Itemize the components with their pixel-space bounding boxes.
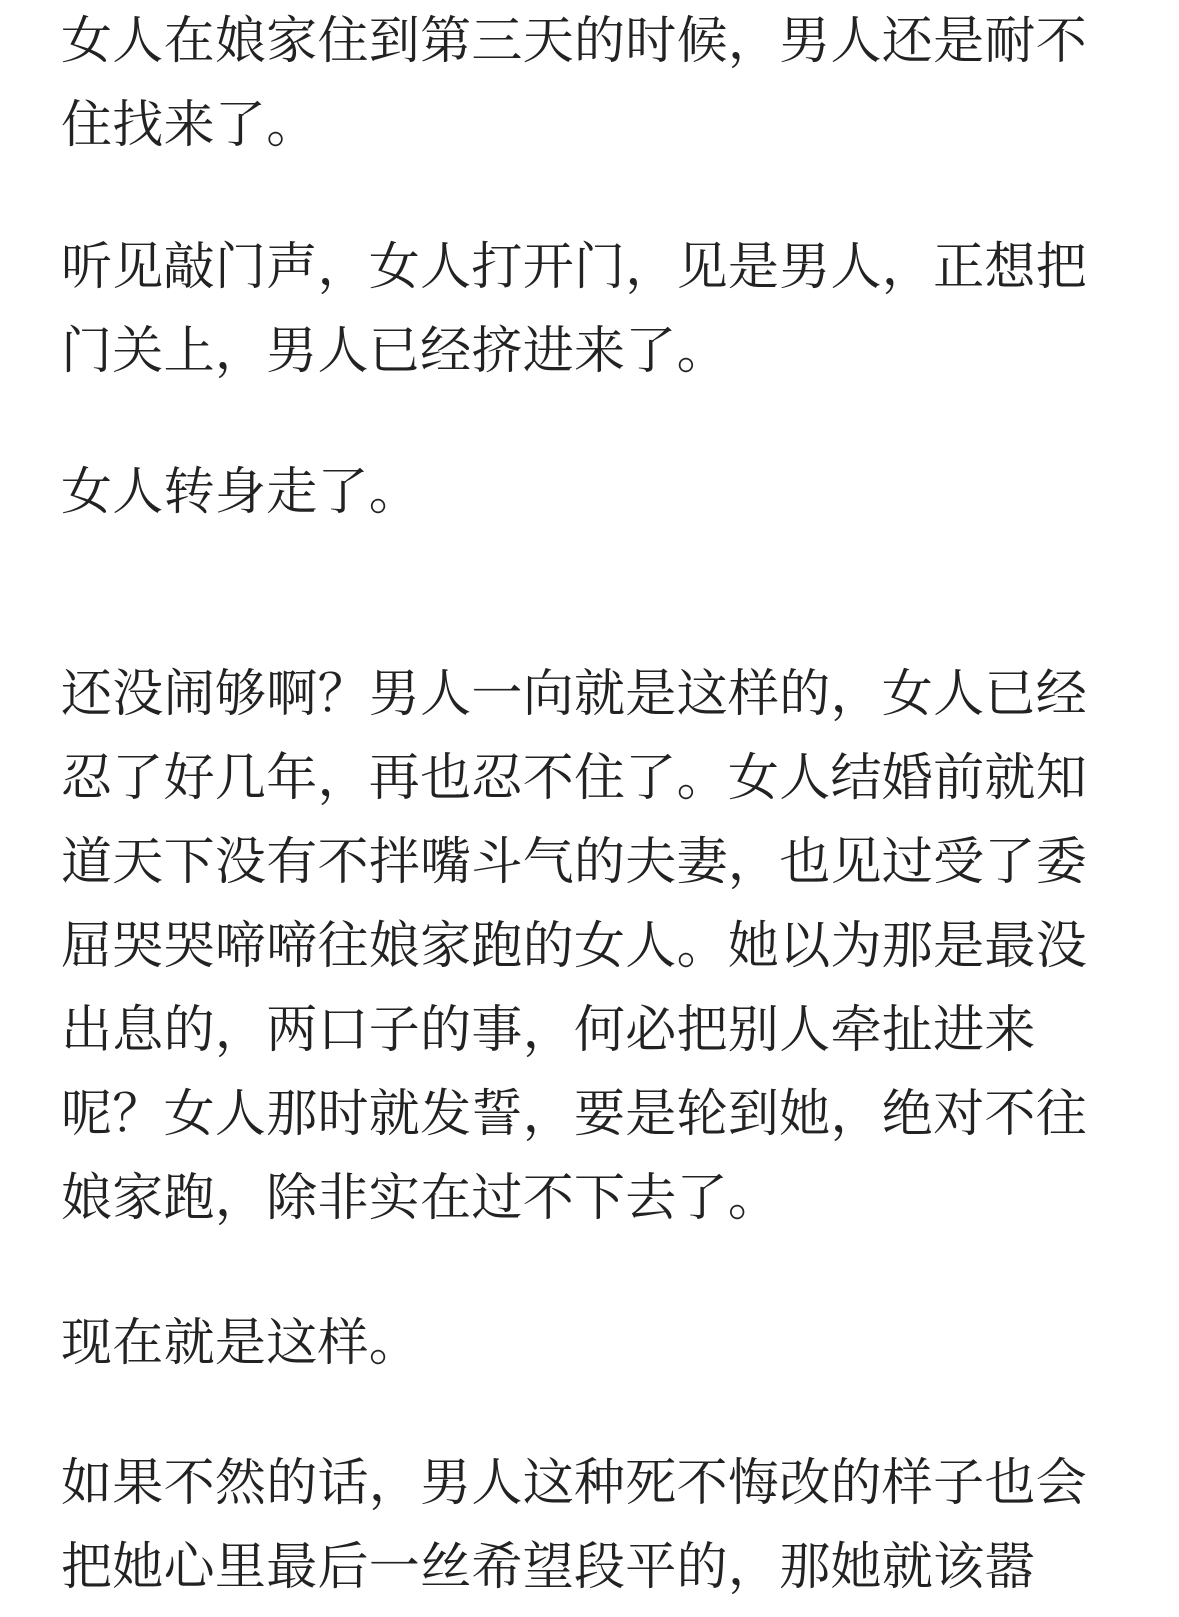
paragraph: 还没闹够啊？男人一向就是这样的，女人已经忍了好几年，再也忍不住了。女人结婚前就知道天下没有不拌嘴斗气的夫妻，也见过受了委屈哭哭啼啼往娘家跑的女人。她以为那是最没出息的，两口子的事，何必把别人牵扯进来呢？女人那时就发誓，要是轮到她，绝对不往娘家跑，除非实在过不下去了。	[61, 665, 1088, 1228]
paragraph: 如果不然的话，男人这种死不悔改的样子也会把她心里最后一丝希望段平的，那她就该嚣	[61, 1454, 1088, 1597]
paragraph: 现在就是这样。	[61, 1314, 421, 1373]
paragraph: 听见敲门声，女人打开门，见是男人，正想把门关上，男人已经挤进来了。	[61, 238, 1088, 381]
paragraph: 女人在娘家住到第三天的时候，男人还是耐不住找来了。	[61, 12, 1088, 155]
paragraph: 女人转身走了。	[61, 463, 421, 522]
